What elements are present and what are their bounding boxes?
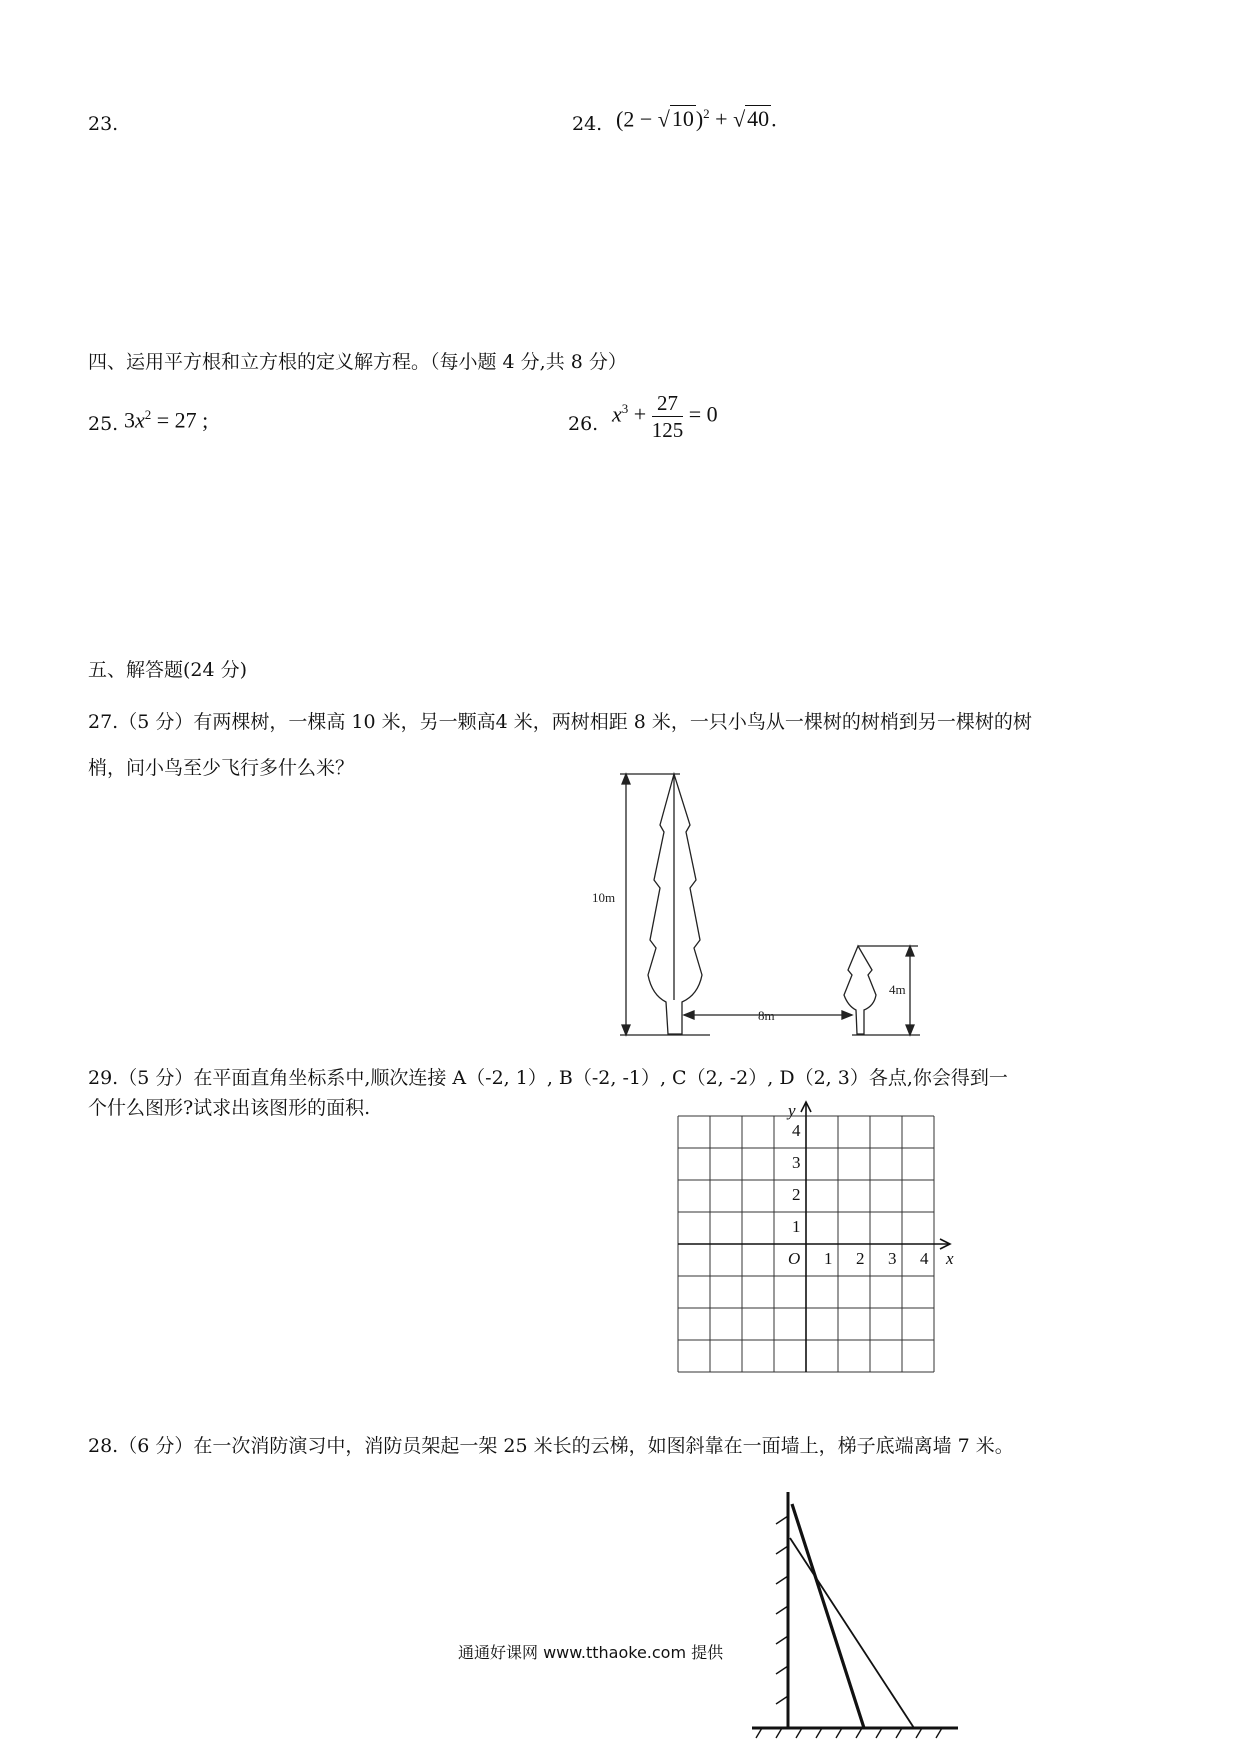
question-24-number: 24.	[572, 113, 603, 135]
x-tick-1: 1	[824, 1249, 833, 1268]
y-tick-1: 1	[792, 1217, 801, 1236]
short-tree-label: 4m	[889, 982, 906, 997]
x-tick-3: 3	[888, 1249, 897, 1268]
y-tick-4: 4	[792, 1121, 801, 1140]
wall-hatching	[776, 1516, 788, 1704]
ladder-position-1	[792, 1504, 864, 1728]
question-28-line-1: 28.（6 分）在一次消防演习中，消防员架起一架 25 米长的云梯，如图斜靠在一面墙上，梯子底端离墙 7 米。	[88, 1435, 1014, 1457]
section-5-heading: 五、解答题(24 分)	[88, 659, 248, 681]
question-27-line-1: 27.（5 分）有两棵树，一棵高 10 米，另一颗高4 米，两树相距 8 米，一只小鸟从一棵树的树梢到另一棵树的树	[88, 711, 1032, 733]
question-23-number: 23.	[88, 113, 119, 135]
question-25-number: 25.	[88, 413, 119, 435]
tall-tree-label: 10m	[592, 890, 616, 905]
section-4-heading: 四、运用平方根和立方根的定义解方程。（每小题 4 分,共 8 分）	[88, 351, 627, 373]
ladder-wall-figure	[748, 1486, 960, 1748]
question-27-line-2: 梢，问小鸟至少飞行多什么米？	[88, 757, 355, 779]
coordinate-grid	[670, 1100, 960, 1380]
x-tick-2: 2	[856, 1249, 865, 1268]
x-tick-4: 4	[920, 1249, 929, 1268]
y-tick-2: 2	[792, 1185, 801, 1204]
question-26-equation: $x^3$ + $\frac{27}{125}$ = 0	[612, 391, 718, 442]
tall-tree-icon	[648, 774, 702, 1034]
x-axis-label: x	[946, 1249, 954, 1268]
y-tick-3: 3	[792, 1153, 801, 1172]
short-tree-icon	[844, 946, 876, 1034]
question-29-line-2: 个什么图形?试求出该图形的面积.	[88, 1097, 371, 1119]
origin-label: O	[788, 1249, 801, 1268]
distance-label: 8m	[758, 1008, 775, 1023]
question-25-equation: $3x^2 = 27$ ;	[124, 407, 209, 433]
question-26-number: 26.	[568, 413, 599, 435]
two-trees-figure	[590, 770, 940, 1045]
ladder-position-2	[790, 1538, 914, 1728]
question-29-line-1: 29.（5 分）在平面直角坐标系中,顺次连接 A（-2, 1）, B（-2, -1）, C（2, -2）, D（2, 3）各点,你会得到一	[88, 1067, 1008, 1089]
footer-credit: 通通好课网 www.tthaoke.com 提供	[458, 1643, 724, 1662]
y-axis-label: y	[788, 1101, 796, 1120]
question-24-expression: $(2 - √10)^2 + √40$.	[616, 106, 777, 132]
